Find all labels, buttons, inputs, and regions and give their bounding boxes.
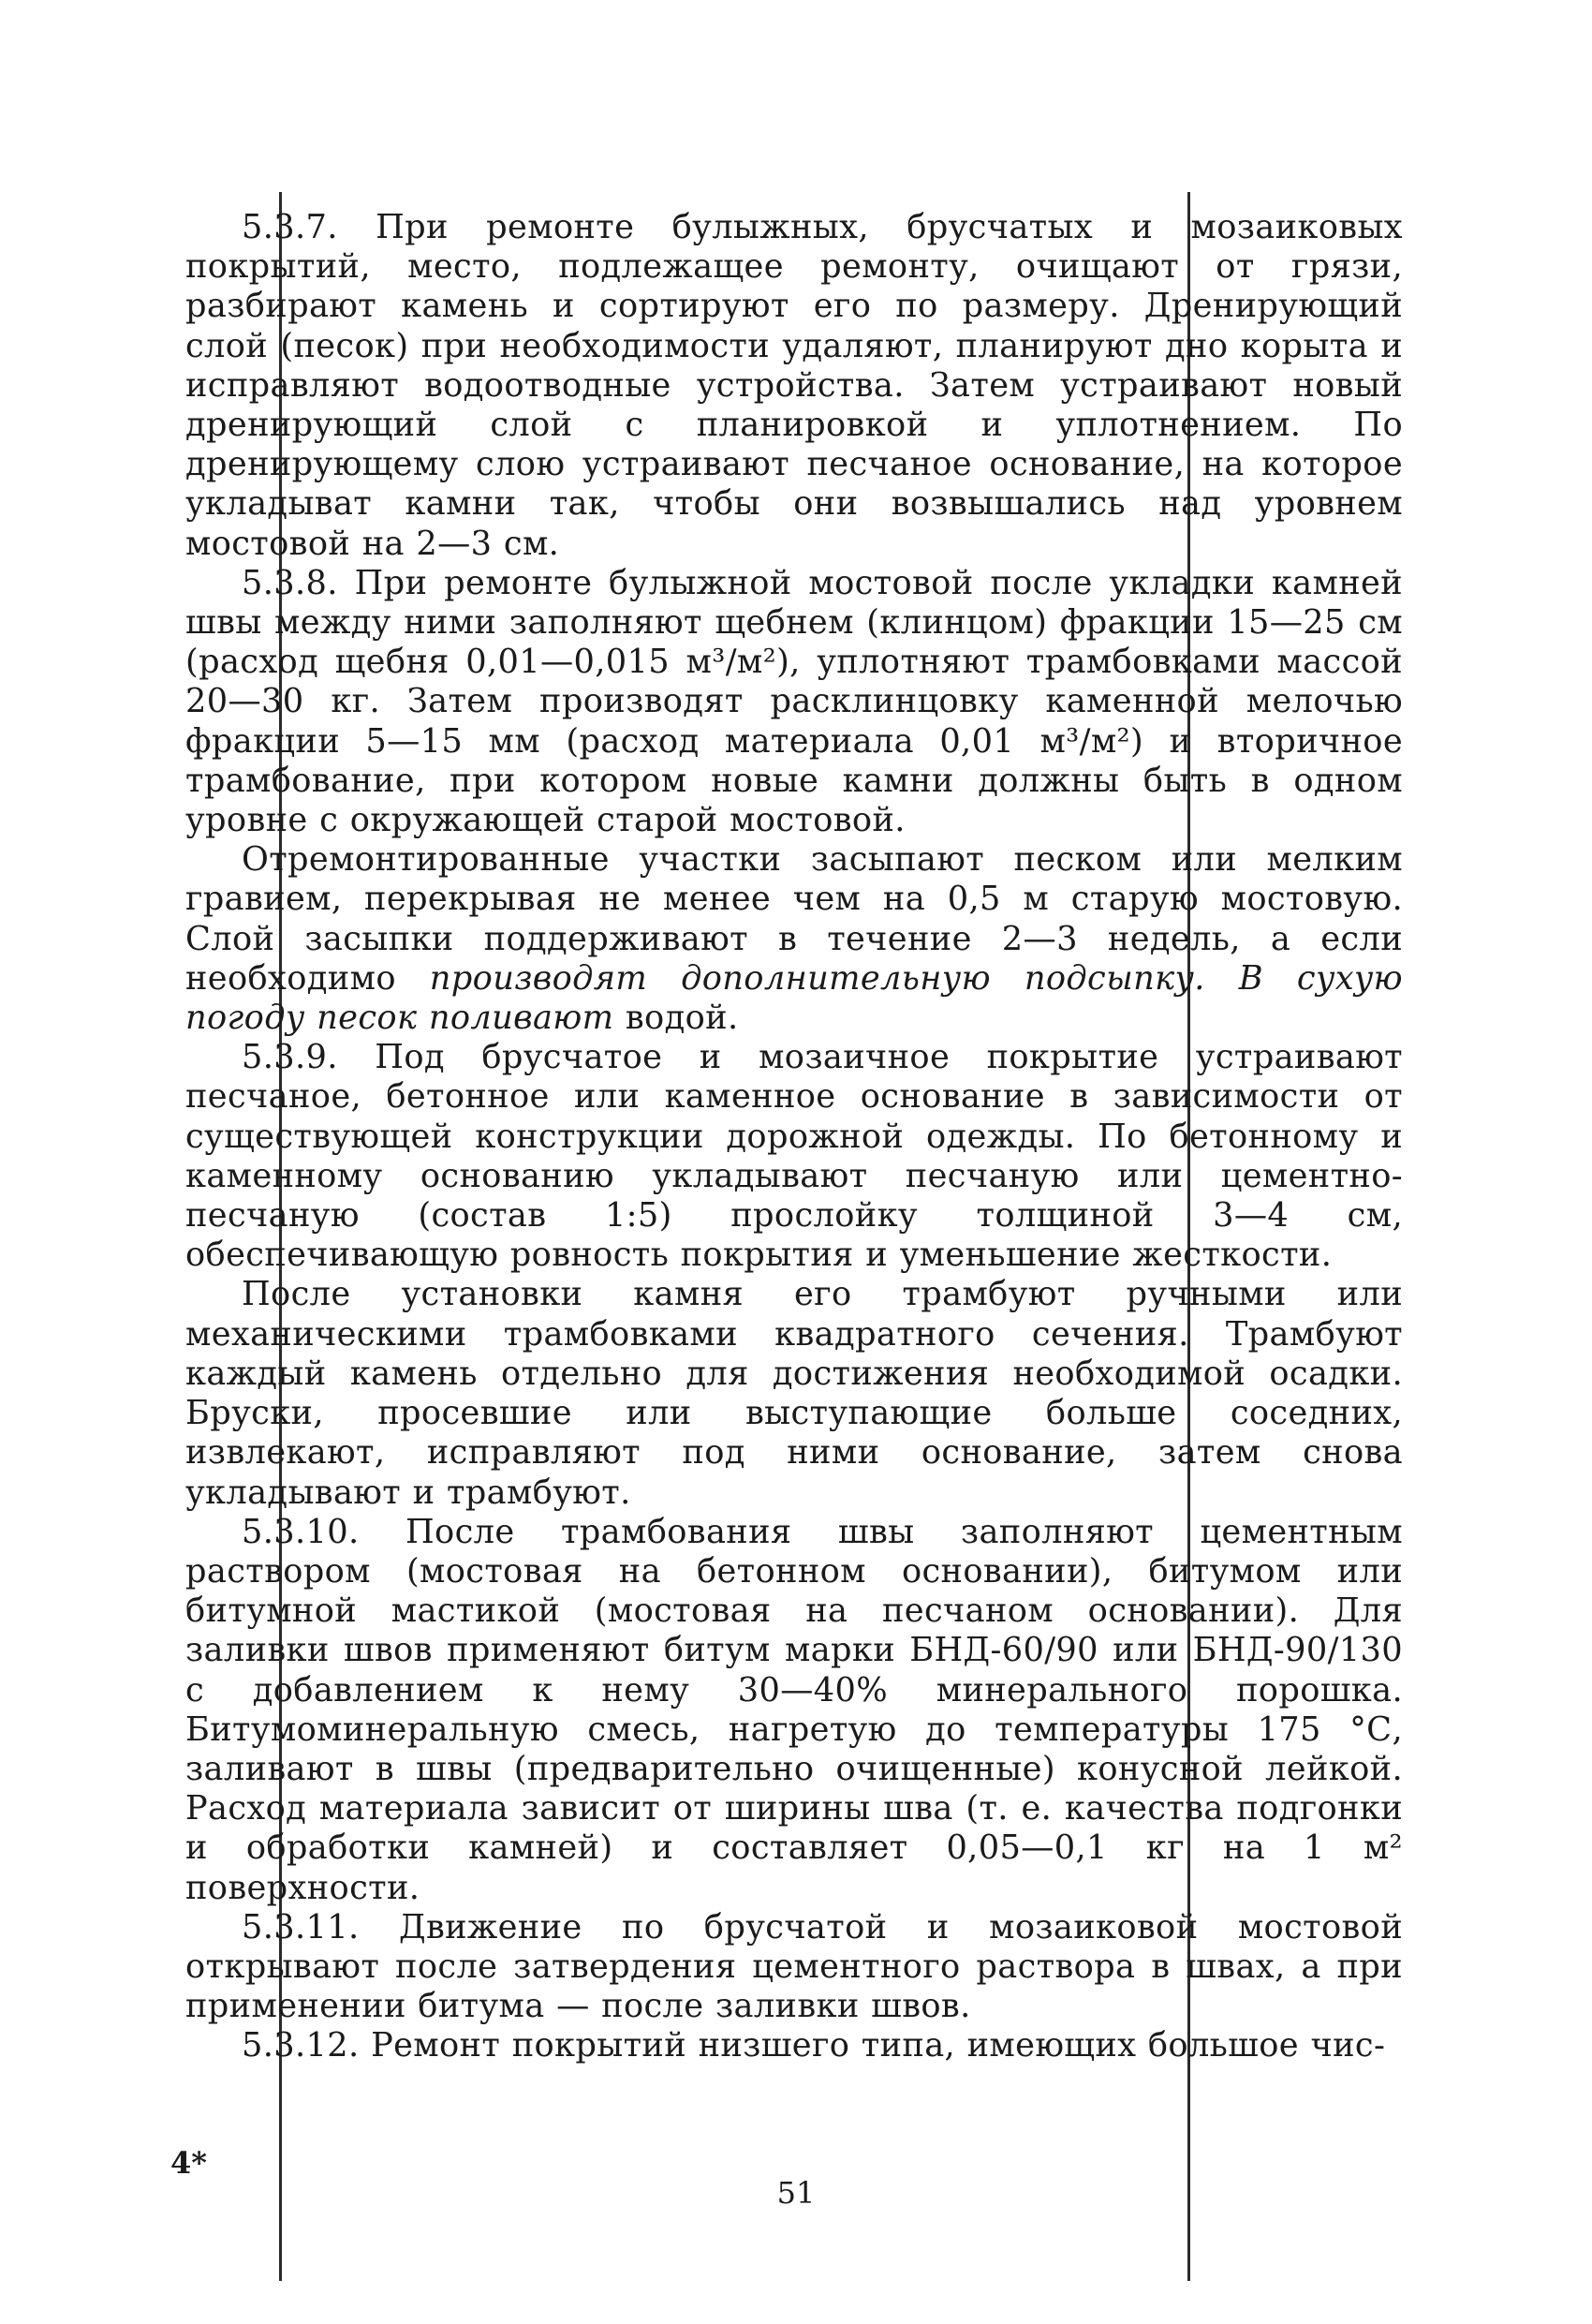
- paragraph-5-3-11: 5.3.11. Движение по брусчатой и мозаиковой мостовой открывают после затвердения цементного раствора в швах, а при применении битума — после заливки швов.: [185, 1907, 1403, 2026]
- body-text: [185, 208, 1403, 2066]
- paragraph-tamping: После установки камня его трамбуют ручными или механическими трамбовками квадратного сечения. Трамбуют каждый камень отдельно для достижения необходимой осадки. Бруски, просевшие или выступающие больше соседних, извлекают, исправляют под ними основание, затем снова укладывают и трамбуют.: [185, 1275, 1403, 1512]
- paragraph-5-3-10: 5.3.10. После трамбования швы заполняют цементным раствором (мостовая на бетонном основании), битумом или битумной мастикой (мостовая на песчаном основании). Для заливки швов применяют битум марки БНД-60/90 или БНД-90/130 с добавлением к нему 30—40% минерального порошка. Битумоминеральную смесь, нагретую до температуры 175 °С, заливают в швы (предварительно очищенные) конусной лейкой. Расход материала зависит от ширины шва (т. е. качества подгонки и обработки камней) и составляет 0,05—0,1 кг на 1 м² поверхности.: [185, 1512, 1403, 1907]
- signature-mark: 4*: [170, 2145, 207, 2181]
- paragraph-backfill: [185, 840, 1403, 1038]
- paragraph-5-3-7: 5.3.7. При ремонте булыжных, брусчатых и мозаиковых покрытий, место, подлежащее ремонту, очищают от грязи, разбирают камень и сортируют его по размеру. Дренирующий слой (песок) при необходимости удаляют, планируют дно корыта и исправляют водоотводные устройства. Затем устраивают новый дренирующий слой с планировкой и уплотнением. По дренирующему слою устраивают песчаное основание, на которое укладыват камни так, чтобы они возвышались над уровнем мостовой на 2—3 см.: [185, 208, 1403, 563]
- paragraph-backfill-italic: производят дополнительную подсыпку. В сухую погоду песок поливают: [185, 958, 1403, 1038]
- paragraph-5-3-12: 5.3.12. Ремонт покрытий низшего типа, имеющих большое чис-: [242, 2026, 1386, 2065]
- paragraph-5-3-8: 5.3.8. При ремонте булыжной мостовой после укладки камней швы между ними заполняют щебнем (клинцом) фракции 15—25 см (расход щебня 0,01—0,015 м³/м²), уплотняют трамбовками массой 20—30 кг. Затем производят расклинцовку каменной мелочью фракции 5—15 мм (расход материала 0,01 м³/м²) и вторичное трамбование, при котором новые камни должны быть в одном уровне с окружающей старой мостовой.: [185, 563, 1403, 840]
- paragraph-5-3-9: 5.3.9. Под брусчатое и мозаичное покрытие устраивают песчаное, бетонное или каменное основание в зависимости от существующей конструкции дорожной одежды. По бетонному и каменному основанию укладывают песчаную или цементно-песчаную (состав 1:5) прослойку толщиной 3—4 см, обеспечивающую ровность покрытия и уменьшение жесткости.: [185, 1038, 1403, 1275]
- paragraph-backfill-part-a: Отремонтированные участки засыпают песком или мелким гравием, перекрывая не менее чем на 0,5 м старую мостовую. Слой засыпки поддерживают в течение 2—3 недель, а если необходимо: [185, 840, 1403, 998]
- page-number: 51: [776, 2175, 816, 2211]
- paragraph-backfill-part-b: водой.: [613, 999, 739, 1038]
